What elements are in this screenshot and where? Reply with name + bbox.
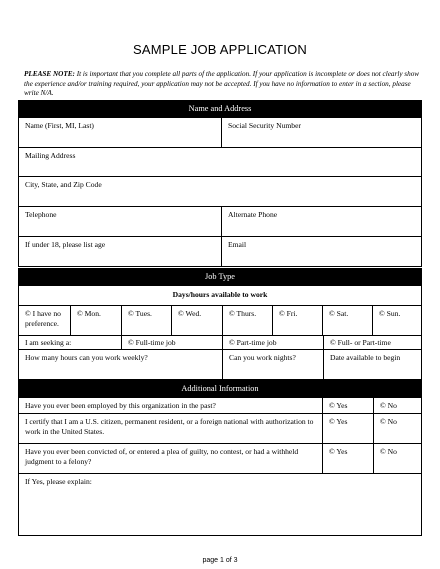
question-work-authorization: I certify that I am a U.S. citizen, permanent resident, or a foreign national with authorization to work in the United States. [19, 414, 323, 443]
explain-field[interactable]: If Yes, please explain: [25, 477, 92, 486]
work-nights-field[interactable]: Can you work nights? [223, 350, 324, 379]
day-option-wed[interactable]: © Wed. [172, 306, 223, 335]
page-number: page 1 of 3 [202, 557, 238, 564]
section-header-additional: Additional Information [18, 380, 422, 398]
day-option-fri[interactable]: © Fri. [273, 306, 323, 335]
row-question-2 [18, 414, 422, 444]
row-age-email [18, 237, 422, 267]
row-seeking [18, 336, 422, 350]
age-field[interactable]: If under 18, please list age [19, 237, 222, 266]
day-option-mon[interactable]: © Mon. [71, 306, 122, 335]
row-explain [18, 474, 422, 536]
name-field[interactable]: Name (First, MI, Last) [19, 118, 222, 147]
day-option-no-preference[interactable]: © I have no preference. [19, 306, 71, 335]
part-time-option[interactable]: © Part-time job [223, 336, 324, 349]
telephone-field[interactable]: Telephone [19, 207, 222, 236]
day-option-sat[interactable]: © Sat. [323, 306, 373, 335]
note-text: It is important that you complete all parts of the application. If your application is incomplete or does not clearly show the experience and/or training required, your application may not be accepted. If you have no information to enter in a section, please write N/A. [24, 70, 420, 98]
day-option-tues[interactable]: © Tues. [122, 306, 172, 335]
yes-option[interactable]: © Yes [323, 414, 374, 443]
no-option[interactable]: © No [380, 417, 397, 426]
no-option[interactable]: © No [380, 401, 397, 410]
row-question-1 [18, 398, 422, 414]
email-field[interactable]: Email [228, 240, 247, 249]
ssn-field[interactable]: Social Security Number [228, 121, 301, 130]
row-name-ssn [18, 118, 422, 148]
row-hours [18, 350, 422, 380]
row-days [18, 306, 422, 336]
note-lead: PLEASE NOTE: [24, 70, 75, 78]
yes-option[interactable]: © Yes [323, 444, 374, 473]
no-option[interactable]: © No [380, 447, 397, 456]
alternate-phone-field[interactable]: Alternate Phone [228, 210, 278, 219]
mailing-address-field[interactable]: Mailing Address [25, 151, 76, 160]
full-time-option[interactable]: © Full-time job [122, 336, 223, 349]
page-title: SAMPLE JOB APPLICATION [133, 42, 307, 57]
section-header-name-address: Name and Address [18, 100, 422, 118]
question-employed-before: Have you ever been employed by this organization in the past? [19, 398, 323, 413]
hours-weekly-field[interactable]: How many hours can you work weekly? [19, 350, 223, 379]
days-available-header: Days/hours available to work [172, 290, 268, 299]
section-header-job-type: Job Type [18, 268, 422, 286]
row-question-3 [18, 444, 422, 474]
row-days-header [18, 286, 422, 306]
row-mailing [18, 148, 422, 177]
row-city [18, 177, 422, 207]
row-phone [18, 207, 422, 237]
yes-option[interactable]: © Yes [323, 398, 374, 413]
full-or-part-time-option[interactable]: © Full- or Part-time [330, 338, 391, 347]
day-option-thurs[interactable]: © Thurs. [223, 306, 273, 335]
question-felony: Have you ever been convicted of, or entered a plea of guilty, no contest, or had a withheld judgment to a felony? [19, 444, 323, 473]
seeking-label: I am seeking a: [19, 336, 122, 349]
date-available-field[interactable]: Date available to begin [330, 353, 401, 362]
instructions-note [24, 70, 420, 99]
day-option-sun[interactable]: © Sun. [379, 309, 401, 318]
city-state-zip-field[interactable]: City, State, and Zip Code [25, 180, 102, 189]
